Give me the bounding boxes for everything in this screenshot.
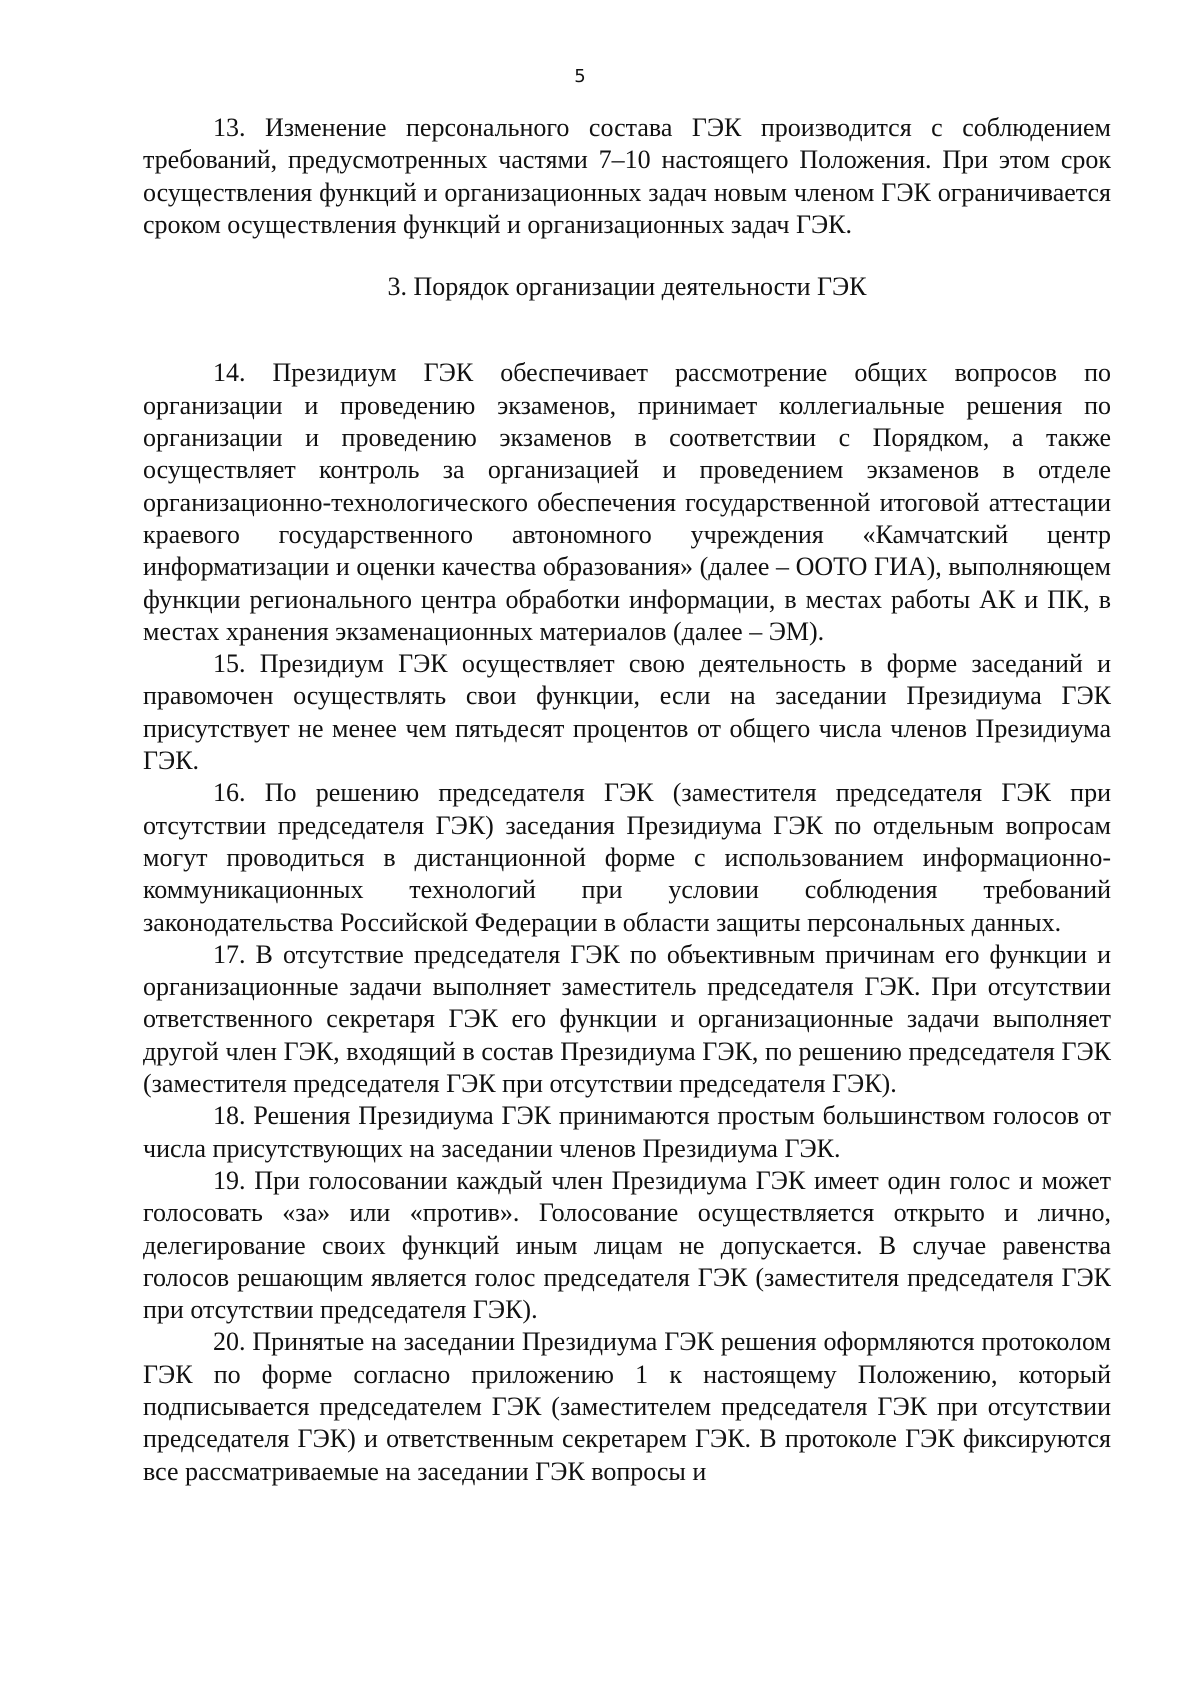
paragraph-19: 19. При голосовании каждый член Президиума ГЭК имеет один голос и может голосовать «за» или «против». Голосование осуществляется открыто и лично, делегирование своих функций иным лицам не допускается. В случае равенства голосов решающим является голос председателя ГЭК (заместителя председателя ГЭК при отсутствии председателя ГЭК). <box>143 1165 1111 1325</box>
paragraph-20: 20. Принятые на заседании Президиума ГЭК решения оформляются протоколом ГЭК по форме согласно приложению 1 к настоящему Положению, который подписывается председателем ГЭК (заместителем председателя ГЭК при отсутствии председателя ГЭК) и ответственным секретарем ГЭК. В протоколе ГЭК фиксируются все рассматриваемые на заседании ГЭК вопросы и <box>143 1327 1111 1486</box>
paragraph-13: 13. Изменение персонального состава ГЭК производится с соблюдением требований, предусмотренных частями 7–10 настоящего Положения. При этом срок осуществления функций и организационных задач новым членом ГЭК ограничивается сроком осуществления функций и организационных задач ГЭК. <box>143 113 1111 239</box>
paragraph-15: 15. Президиум ГЭК осуществляет свою деятельность в форме заседаний и правомочен осуществлять свои функции, если на заседании Президиума ГЭК присутствует не менее чем пятьдесят процентов от общего числа членов Президиума ГЭК. <box>143 649 1111 776</box>
paragraph-17: 17. В отсутствие председателя ГЭК по объективным причинам его функции и организационные задачи выполняет заместитель председателя ГЭК. При отсутствии ответственного секретаря ГЭК его функции и организационные задачи выполняет другой член ГЭК, входящий в состав Президиума ГЭК, по решению председателя ГЭК (заместителя председателя ГЭК при отсутствии председателя ГЭК). <box>143 939 1111 1099</box>
page-number: 5 <box>574 66 586 87</box>
paragraph-18: 18. Решения Президиума ГЭК принимаются простым большинством голосов от числа присутствующих на заседании членов Президиума ГЭК. <box>143 1101 1111 1163</box>
paragraph-14: 14. Президиум ГЭК обеспечивает рассмотрение общих вопросов по организации и проведению экзаменов, принимает коллегиальные решения по организации и проведению экзаменов в соответствии с Порядком, а также осуществляет контроль за организацией и проведением экзаменов в отделе организационно-технологического обеспечения государственной итоговой аттестации краевого государственного автономного учреждения «Камчатский центр информатизации и оценки качества образования» (далее – ООТО ГИА), выполняющем функции регионального центра обработки информации, в местах работы АК и ПК, в местах хранения экзаменационных материалов (далее – ЭМ). <box>143 358 1111 646</box>
paragraph-16: 16. По решению председателя ГЭК (заместителя председателя ГЭК при отсутствии председателя ГЭК) заседания Президиума ГЭК по отдельным вопросам могут проводиться в дистанционной форме с использованием информационно-коммуникационных технологий при условии соблюдения требований законодательства Российской Федерации в области защиты персональных данных. <box>143 778 1111 937</box>
section-heading: 3. Порядок организации деятельности ГЭК <box>387 272 867 302</box>
document-body <box>143 112 1111 1488</box>
